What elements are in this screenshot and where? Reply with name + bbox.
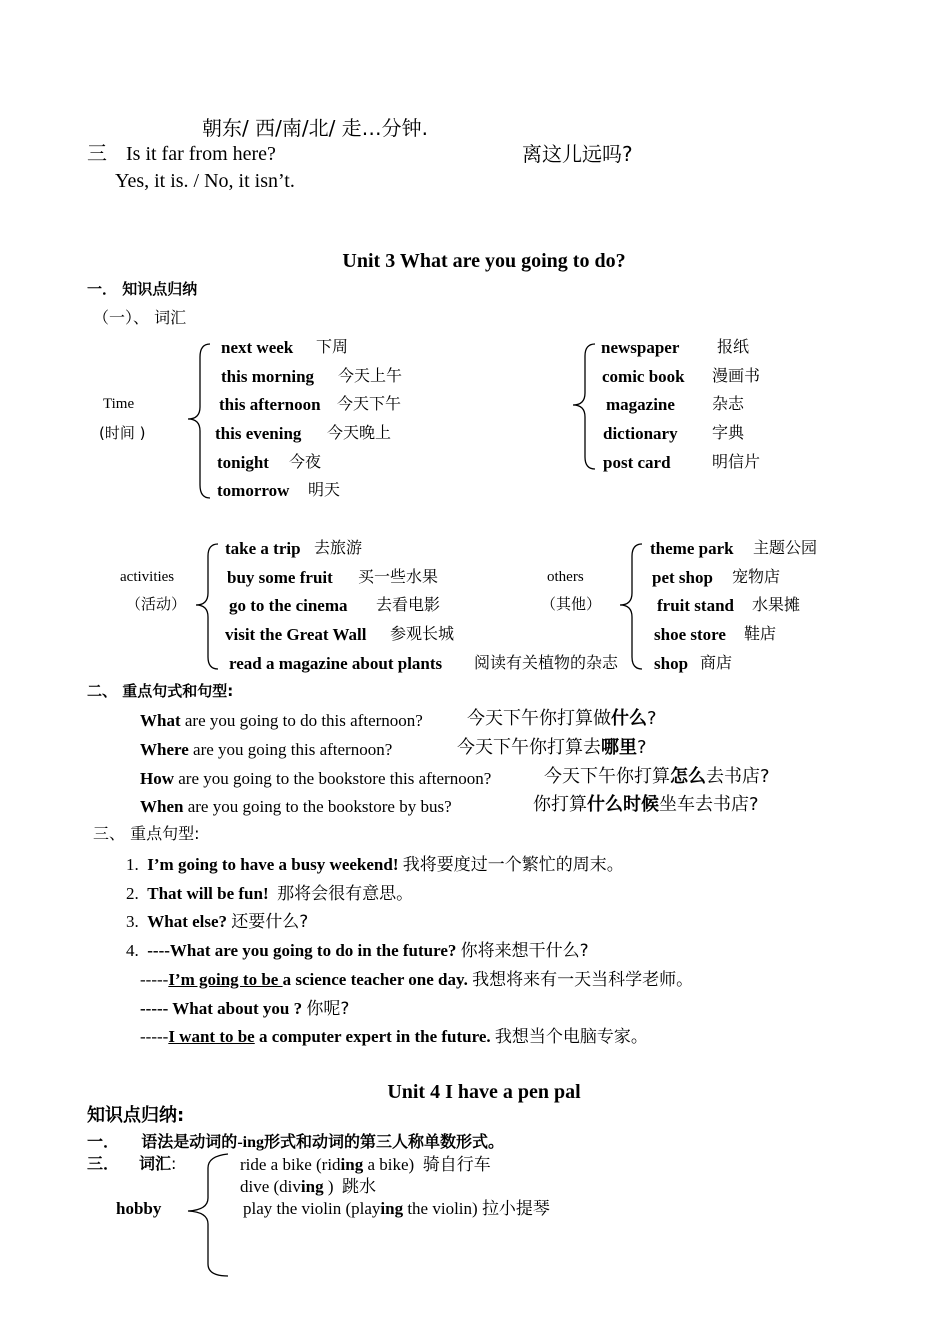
activity-phrase: take a trip (225, 539, 301, 558)
pattern-sentence: What are you going to do this afternoon? (140, 711, 423, 730)
unit4-summary-heading: 知识点归纳: (87, 1105, 185, 1126)
unit3-section2-heading: 二、 重点句式和句型: (87, 682, 234, 700)
activity-meaning: 参观长城 (390, 624, 455, 643)
activity-phrase: go to the cinema (229, 596, 348, 615)
vocab-meaning: 字典 (712, 423, 745, 442)
direction-phrase: 朝东/ 西/南/北/ 走…分钟. (202, 116, 429, 140)
vocab-number: 三． (87, 1154, 120, 1173)
key-sentence: 2. That will be fun! 那将会很有意思。 (126, 884, 414, 904)
question-chinese: 离这儿远吗? (522, 142, 633, 166)
activity-phrase: read a magazine about plants (229, 654, 443, 673)
vocab-word: this morning (221, 367, 315, 386)
others-label: others (547, 569, 584, 585)
other-meaning: 主题公园 (753, 538, 818, 557)
vocab-word: next week (221, 338, 294, 357)
vocab-meaning: 漫画书 (712, 366, 761, 385)
dialogue-line: ----- What about you ? 你呢? (140, 999, 350, 1019)
pattern-translation: 今天下午你打算去哪里? (457, 737, 647, 758)
vocab-label: 词汇: (139, 1154, 177, 1173)
other-word: fruit stand (657, 596, 734, 615)
activity-meaning: 阅读有关植物的杂志 (474, 653, 619, 672)
vocab-word: dictionary (603, 424, 678, 443)
other-word: theme park (650, 539, 734, 558)
dialogue-line: -----I’m going to be a science teacher one day. 我想将来有一天当科学老师。 (140, 970, 694, 990)
vocab-word: magazine (606, 395, 675, 414)
vocab-meaning: 今天晚上 (327, 423, 392, 442)
others-brace (618, 543, 648, 670)
answer-text: Yes, it is. / No, it isn’t. (115, 170, 295, 192)
hobby-item: dive (diving ) 跳水 (240, 1177, 377, 1197)
unit3-section1-heading: 一． 知识点归纳 (87, 280, 198, 298)
vocab-meaning: 下周 (316, 337, 349, 356)
vocab-meaning: 明信片 (712, 452, 761, 471)
activities-brace (194, 543, 224, 670)
hobby-brace (186, 1152, 232, 1278)
hobby-item: play the violin (playing the violin) 拉小提琴 (243, 1199, 550, 1219)
hobby-item: ride a bike (riding a bike) 骑自行车 (240, 1155, 491, 1175)
vocab-word: this afternoon (219, 395, 321, 414)
vocab-word: post card (603, 453, 671, 472)
vocab-meaning: 今夜 (289, 452, 322, 471)
pattern-sentence: When are you going to the bookstore by bus? (140, 797, 452, 816)
key-sentence: 1. I’m going to have a busy weekend! 我将要度过一个繁忙的周末。 (126, 855, 624, 875)
other-meaning: 水果摊 (752, 595, 801, 614)
reading-brace (571, 343, 601, 470)
time-brace (186, 343, 216, 499)
pattern-translation: 今天下午你打算做什么? (467, 708, 657, 729)
section-number: 三 (87, 141, 107, 165)
vocab-word: tomorrow (217, 481, 290, 500)
other-meaning: 鞋店 (744, 624, 777, 643)
question-english: Is it far from here? (126, 143, 276, 165)
vocab-meaning: 明天 (308, 480, 341, 499)
other-word: shop (654, 654, 689, 673)
pattern-translation: 今天下午你打算怎么去书店? (544, 766, 770, 787)
vocab-meaning: 今天下午 (337, 394, 402, 413)
dialogue-line: -----I want to be a computer expert in the future. 我想当个电脑专家。 (140, 1027, 648, 1047)
grammar-line: 一． 语法是动词的-ing形式和动词的第三人称单数形式。 (87, 1132, 504, 1151)
others-label-cn: （其他） (541, 595, 602, 613)
time-label: Time (103, 396, 135, 412)
vocab-word: comic book (602, 367, 685, 386)
activities-label: activities (120, 569, 175, 585)
other-word: shoe store (654, 625, 726, 644)
activity-phrase: visit the Great Wall (225, 625, 367, 644)
vocab-meaning: 杂志 (712, 394, 745, 413)
unit3-title: Unit 3 What are you going to do? (342, 250, 626, 272)
activity-meaning: 买一些水果 (358, 567, 439, 586)
key-sentence: 3. What else? 还要什么? (126, 912, 309, 932)
vocab-word: this evening (215, 424, 302, 443)
hobby-label: hobby (116, 1199, 162, 1218)
vocab-word: tonight (217, 453, 269, 472)
pattern-sentence: Where are you going this afternoon? (140, 740, 393, 759)
unit3-section3-heading: 三、 重点句型: (93, 824, 200, 843)
activity-meaning: 去看电影 (376, 595, 441, 614)
pattern-sentence: How are you going to the bookstore this afternoon? (140, 769, 492, 788)
other-word: pet shop (652, 568, 713, 587)
activity-phrase: buy some fruit (227, 568, 333, 587)
vocab-heading: （一）、 词汇 (93, 308, 187, 327)
vocab-meaning: 报纸 (717, 337, 750, 356)
pattern-translation: 你打算什么时候坐车去书店? (533, 794, 759, 815)
key-sentence: 4. ----What are you going to do in the future? 你将来想干什么? (126, 941, 589, 961)
vocab-meaning: 今天上午 (338, 366, 403, 385)
unit4-title: Unit 4 I have a pen pal (387, 1081, 581, 1103)
vocab-word: newspaper (601, 338, 680, 357)
time-label-cn: (时间 ) (99, 424, 146, 442)
activity-meaning: 去旅游 (314, 538, 363, 557)
activities-label-cn: （活动） (126, 595, 187, 613)
other-meaning: 宠物店 (732, 567, 781, 586)
other-meaning: 商店 (700, 653, 733, 672)
